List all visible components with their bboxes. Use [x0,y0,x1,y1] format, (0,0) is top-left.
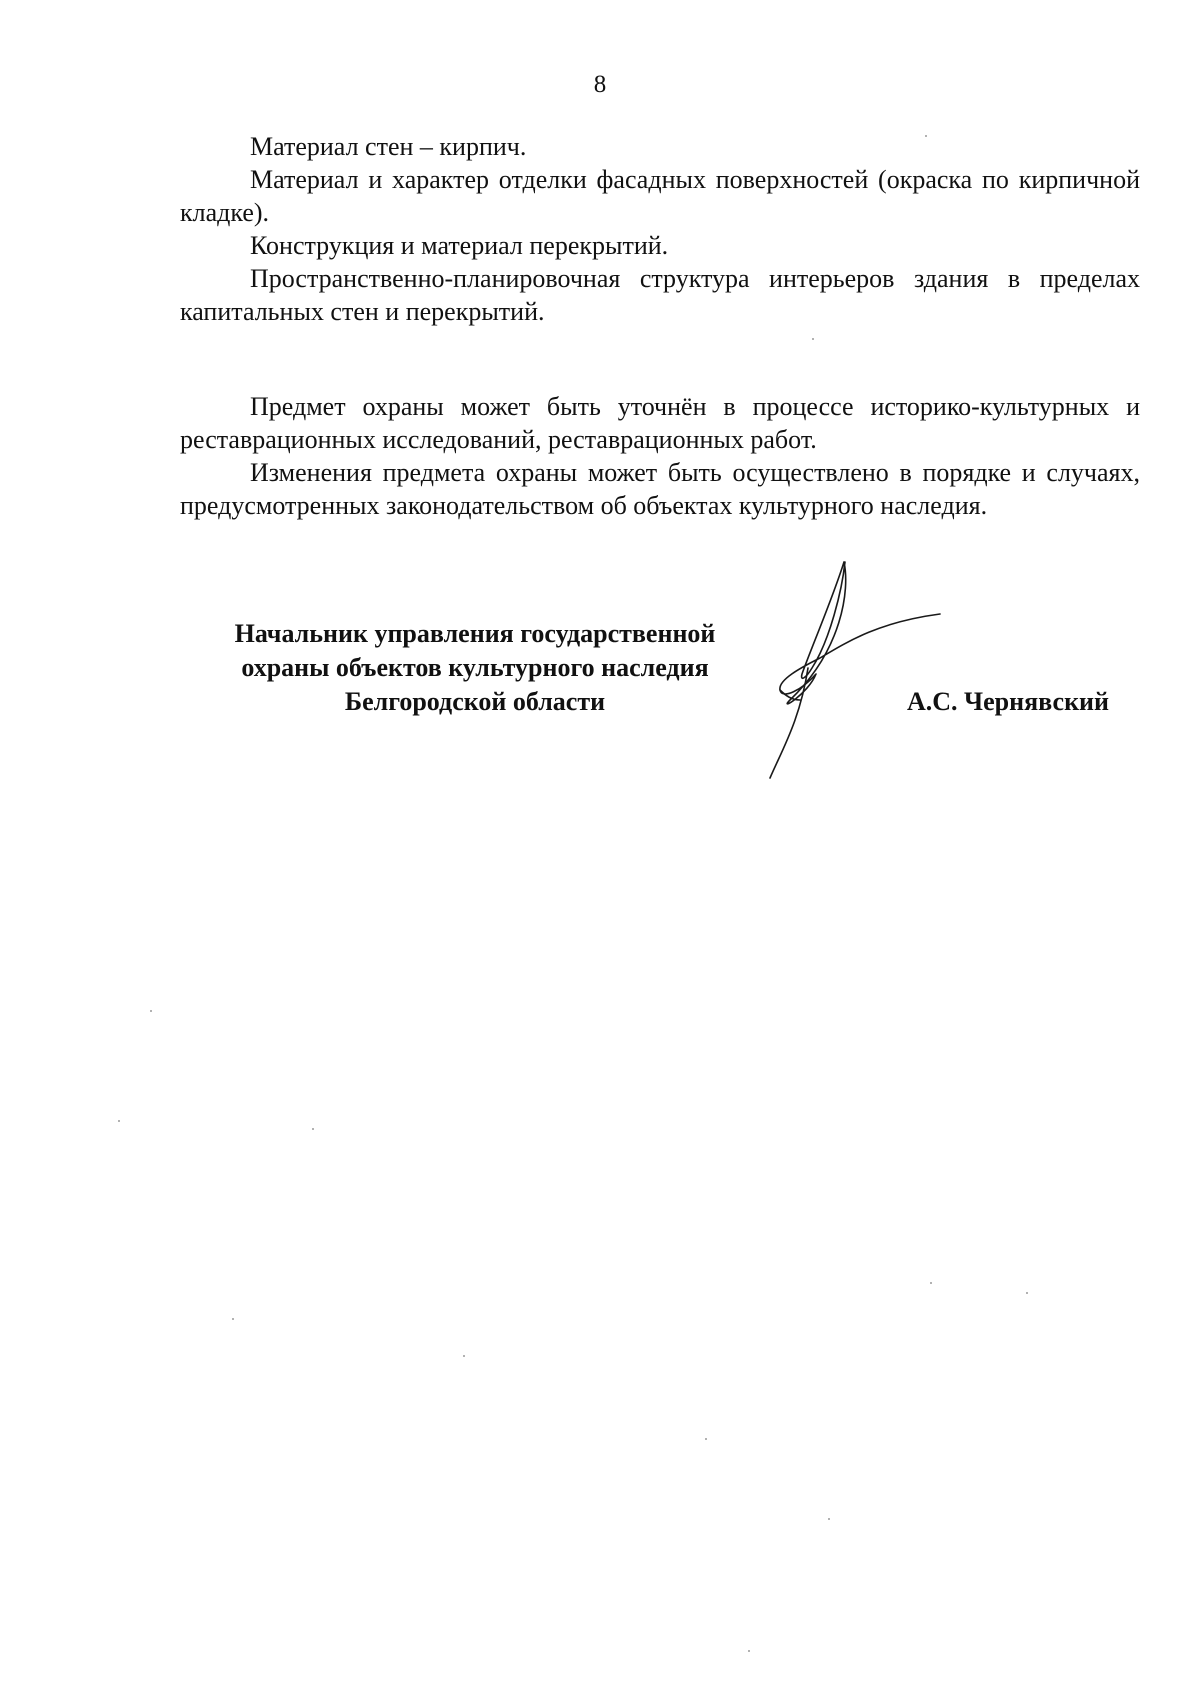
signatory-title-line: Белгородской области [344,687,606,716]
text-block-protection-items [180,130,1140,328]
scan-speck [705,1438,707,1440]
paragraph: Предмет охраны может быть уточнён в процессе историко-культурных и реставрационных исследований, реставрационных работ. [180,392,1140,454]
scan-speck [118,1120,120,1122]
scan-speck [232,1318,234,1320]
text-block-clarification [180,390,1140,522]
handwritten-signature [730,550,970,780]
scan-speck [312,1128,314,1130]
signer-name: А.С. Чернявский [907,687,1110,716]
page-number: 8 [593,71,607,98]
paragraph: Пространственно-планировочная структура интерьеров здания в пределах капитальных стен и перекрытий. [180,264,1140,326]
paragraph: Конструкция и материал перекрытий. [250,231,669,260]
signatory-title-line: охраны объектов культурного наследия [241,653,709,682]
signatory-title-line: Начальник управления государственной [234,619,716,648]
scan-speck [150,1010,152,1012]
paragraph: Материал и характер отделки фасадных поверхностей (окраска по кирпичной кладке). [180,165,1140,227]
scan-speck [925,135,927,137]
scan-speck [828,1518,830,1520]
scan-speck [930,1282,932,1284]
scan-speck [463,1355,465,1357]
signatory-title [195,617,755,719]
scan-speck [812,338,814,340]
paragraph: Изменения предмета охраны может быть осуществлено в порядке и случаях, предусмотренных законодательством об объектах культурного наследия. [180,458,1140,520]
paragraph: Материал стен – кирпич. [250,132,527,161]
scan-speck [1026,1292,1028,1294]
scan-speck [748,1650,750,1652]
